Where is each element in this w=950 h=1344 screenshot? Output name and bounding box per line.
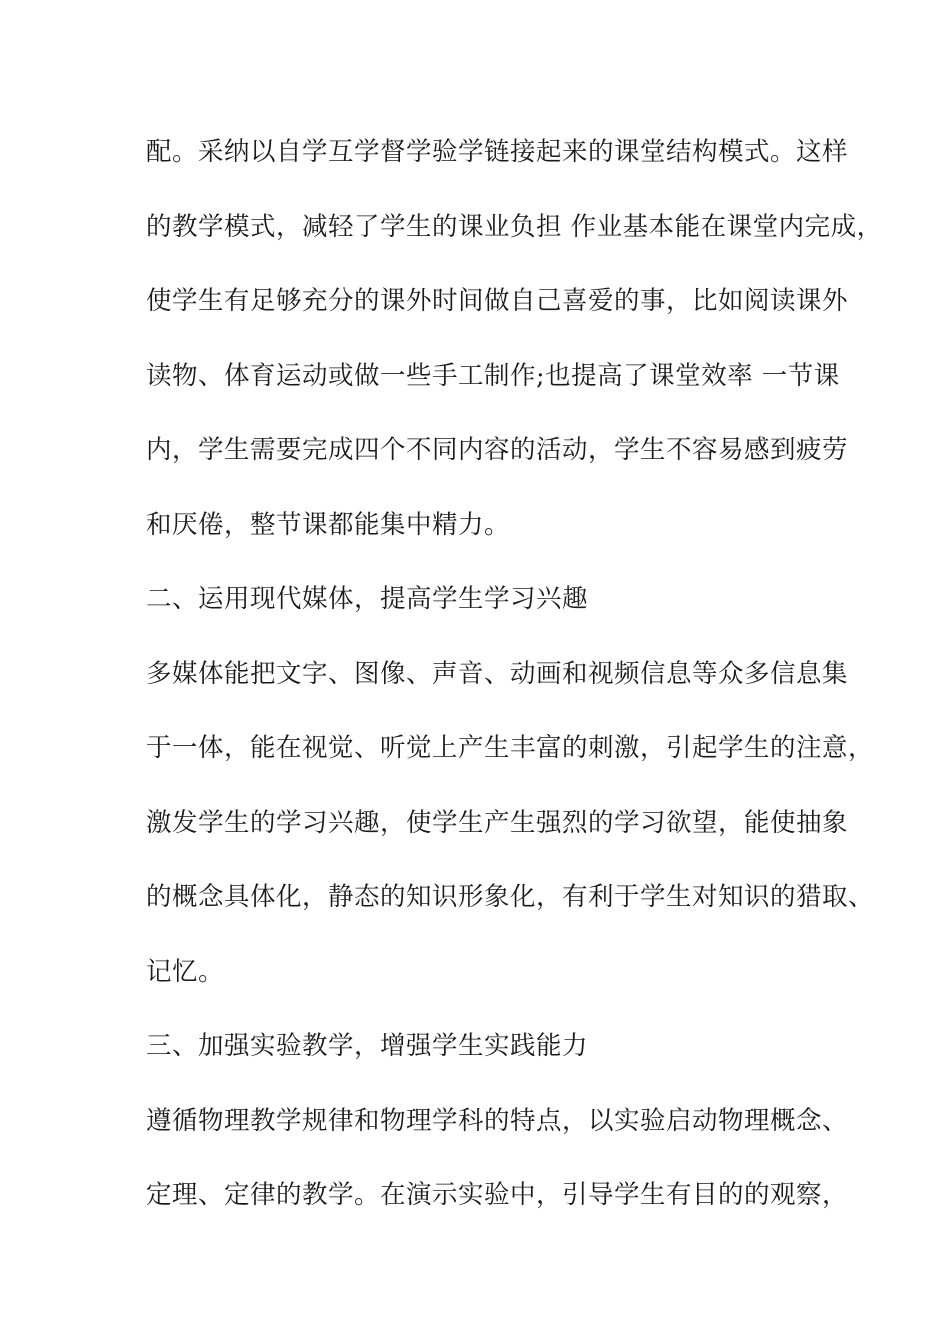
text-line: 于一体，能在视觉、听觉上产生丰富的刺激，引起学生的注意， xyxy=(146,733,875,763)
section-heading: 三、加强实验教学，增强学生实践能力 xyxy=(146,1031,589,1061)
text-line: 使学生有足够充分的课外时间做自己喜爱的事，比如阅读课外 xyxy=(146,286,849,316)
text-line: 遵循物理教学规律和物理学科的特点，以实验启动物理概念、 xyxy=(146,1106,849,1136)
text-line: 多媒体能把文字、图像、声音、动画和视频信息等众多信息集 xyxy=(146,659,849,689)
text-line: 的概念具体化，静态的知识形象化，有利于学生对知识的猎取、 xyxy=(146,882,875,912)
text-line: 读物、体育运动或做一些手工制作;也提高了课堂效率 一节课 xyxy=(146,361,840,391)
text-line: 配。采纳以自学互学督学验学链接起来的课堂结构模式。这样 xyxy=(146,137,849,167)
text-line: 激发学生的学习兴趣，使学生产生强烈的学习欲望，能使抽象 xyxy=(146,808,849,838)
text-line: 定理、定律的教学。在演示实验中，引导学生有目的的观察， xyxy=(146,1180,849,1210)
text-line: 和厌倦，整节课都能集中精力。 xyxy=(146,510,511,540)
section-heading: 二、运用现代媒体，提高学生学习兴趣 xyxy=(146,584,589,614)
text-line: 记忆。 xyxy=(146,957,225,987)
text-line: 的教学模式，减轻了学生的课业负担 作业基本能在课堂内完成， xyxy=(146,212,883,242)
text-line: 内，学生需要完成四个不同内容的活动，学生不容易感到疲劳 xyxy=(146,435,849,465)
